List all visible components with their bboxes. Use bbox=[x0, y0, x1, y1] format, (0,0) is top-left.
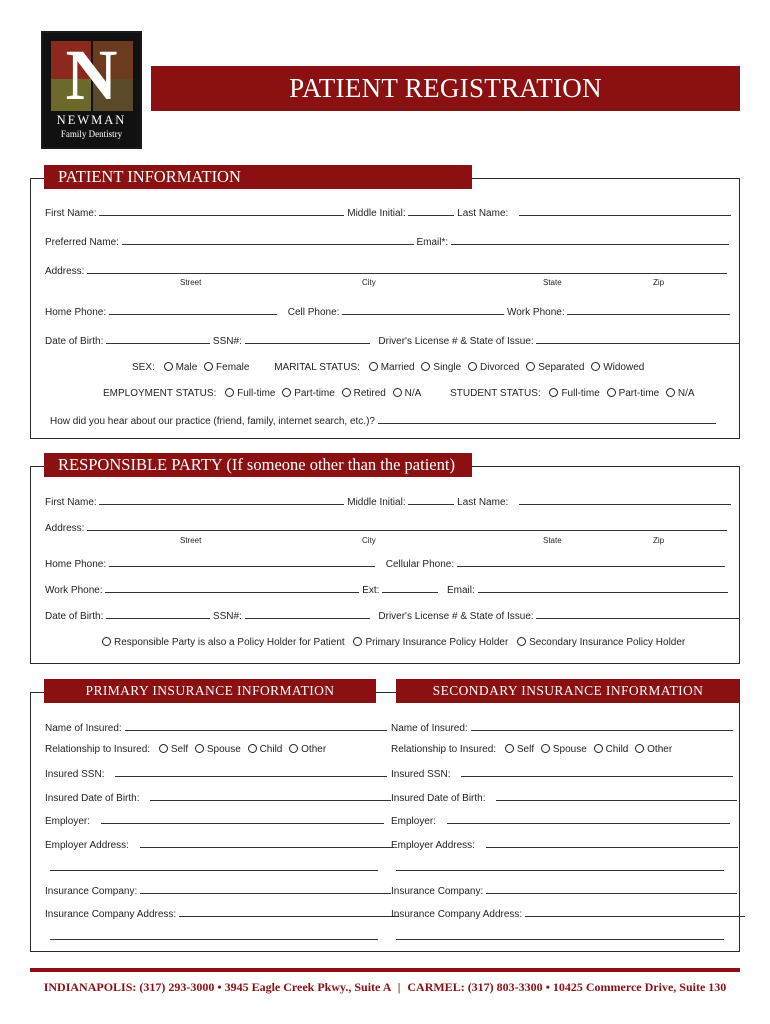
sec-employer-row: Employer: bbox=[391, 813, 730, 829]
rp-secondary-holder-option[interactable]: Secondary Insurance Policy Holder bbox=[517, 637, 685, 648]
sec-company-field[interactable] bbox=[486, 883, 737, 894]
rp-middle-initial-label: Middle Initial: bbox=[347, 497, 406, 508]
pri-company-address-row: Insurance Company Address: bbox=[45, 906, 399, 922]
radio-icon bbox=[102, 637, 111, 646]
drivers-license-field[interactable] bbox=[536, 333, 740, 344]
sec-company-address-line2 bbox=[396, 929, 724, 945]
rp-state-caption: State bbox=[543, 536, 562, 545]
rp-home-phone-field[interactable] bbox=[109, 556, 375, 567]
pri-employer-field[interactable] bbox=[101, 813, 384, 824]
sec-rel-self-option[interactable]: Self bbox=[505, 744, 534, 755]
pri-relationship-row: Relationship to Insured: Self Spouse Child Other bbox=[45, 744, 327, 755]
drivers-license-label: Driver's License # & State of Issue: bbox=[378, 336, 534, 347]
last-name-label: Last Name: bbox=[457, 208, 509, 219]
pri-employer-address-field[interactable] bbox=[140, 837, 392, 848]
rp-home-phone-label: Home Phone: bbox=[45, 559, 107, 570]
sec-name-field[interactable] bbox=[471, 720, 733, 731]
rp-zip-caption: Zip bbox=[653, 536, 665, 545]
ssn-label: SSN#: bbox=[212, 336, 242, 347]
preferred-name-field[interactable] bbox=[122, 234, 414, 245]
rp-drivers-license-field[interactable] bbox=[536, 608, 740, 619]
cell-phone-label: Cell Phone: bbox=[287, 307, 340, 318]
sec-employer-field[interactable] bbox=[447, 813, 730, 824]
sec-company-row: Insurance Company: bbox=[391, 883, 737, 899]
radio-icon bbox=[421, 362, 430, 371]
home-phone-field[interactable] bbox=[109, 304, 277, 315]
zip-caption: Zip bbox=[653, 278, 665, 287]
email-field[interactable] bbox=[451, 234, 729, 245]
radio-icon bbox=[204, 362, 213, 371]
radio-icon bbox=[353, 637, 362, 646]
rp-street-caption: Street bbox=[180, 536, 202, 545]
preferred-name-label: Preferred Name: bbox=[45, 237, 119, 248]
address-label: Address: bbox=[45, 266, 85, 277]
rp-last-name-field[interactable] bbox=[519, 494, 731, 505]
pri-ssn-field[interactable] bbox=[115, 766, 387, 777]
pri-company-address-line2 bbox=[50, 929, 378, 945]
sex-female-option[interactable]: Female bbox=[204, 362, 249, 373]
separator-icon: | bbox=[397, 980, 401, 994]
radio-icon bbox=[248, 744, 257, 753]
rp-middle-initial-field[interactable] bbox=[408, 494, 454, 505]
sec-ssn-row: Insured SSN: bbox=[391, 766, 733, 782]
rp-dob-field[interactable] bbox=[106, 608, 210, 619]
sec-dob-row: Insured Date of Birth: bbox=[391, 790, 737, 806]
sec-rel-child-option[interactable]: Child bbox=[594, 744, 629, 755]
page-title: PATIENT REGISTRATION bbox=[151, 66, 740, 111]
marital-married-option[interactable]: Married bbox=[369, 362, 415, 373]
sec-company-address-field-2[interactable] bbox=[396, 929, 724, 940]
pri-dob-row: Insured Date of Birth: bbox=[45, 790, 391, 806]
sec-relationship-row: Relationship to Insured: Self Spouse Child Other bbox=[391, 744, 673, 755]
student-na-option[interactable]: N/A bbox=[666, 388, 695, 399]
sec-company-address-field[interactable] bbox=[525, 906, 745, 917]
pri-company-row: Insurance Company: bbox=[45, 883, 391, 899]
rp-primary-holder-option[interactable]: Primary Insurance Policy Holder bbox=[353, 637, 508, 648]
patient-name-row bbox=[45, 205, 731, 221]
sec-name-row: Name of Insured: bbox=[391, 720, 733, 736]
pri-company-address-field-2[interactable] bbox=[50, 929, 378, 940]
marital-divorced-option[interactable]: Divorced bbox=[468, 362, 519, 373]
rp-cellular-phone-label: Cellular Phone: bbox=[385, 559, 455, 570]
rp-work-phone-label: Work Phone: bbox=[45, 585, 103, 596]
dob-ssn-row bbox=[45, 333, 740, 349]
pri-ssn-row: Insured SSN: bbox=[45, 766, 387, 782]
first-name-field[interactable] bbox=[99, 205, 344, 216]
radio-icon bbox=[159, 744, 168, 753]
sec-employer-address-row: Employer Address: bbox=[391, 837, 738, 853]
radio-icon bbox=[195, 744, 204, 753]
pri-dob-field[interactable] bbox=[150, 790, 391, 801]
radio-icon bbox=[594, 744, 603, 753]
rp-work-phone-field[interactable] bbox=[105, 582, 359, 593]
ssn-field[interactable] bbox=[245, 333, 370, 344]
radio-icon bbox=[225, 388, 234, 397]
radio-icon bbox=[282, 388, 291, 397]
rp-policy-holder-option[interactable]: Responsible Party is also a Policy Holder for Patient bbox=[102, 637, 345, 648]
rp-city-caption: City bbox=[362, 536, 376, 545]
preferred-email-row bbox=[45, 234, 729, 250]
rp-last-name-label: Last Name: bbox=[457, 497, 509, 508]
city-caption: City bbox=[362, 278, 376, 287]
radio-icon bbox=[517, 637, 526, 646]
pri-company-address-field[interactable] bbox=[179, 906, 399, 917]
sec-rel-other-option[interactable]: Other bbox=[635, 744, 672, 755]
footer-indianapolis: INDIANAPOLIS: (317) 293-3000 bbox=[43, 980, 215, 994]
employment-na-option[interactable]: N/A bbox=[393, 388, 422, 399]
radio-icon bbox=[164, 362, 173, 371]
radio-icon bbox=[591, 362, 600, 371]
logo-n-mark: N bbox=[65, 35, 118, 115]
rp-ext-label: Ext: bbox=[362, 585, 380, 596]
sec-company-address-row: Insurance Company Address: bbox=[391, 906, 745, 922]
referral-row bbox=[50, 413, 716, 429]
rp-ssn-label: SSN#: bbox=[212, 611, 242, 622]
sex-marital-row bbox=[132, 361, 648, 375]
sec-employer-address-field[interactable] bbox=[486, 837, 738, 848]
middle-initial-label: Middle Initial: bbox=[347, 208, 406, 219]
footer-carmel-address: 10425 Commerce Drive, Suite 130 bbox=[552, 980, 727, 994]
marital-label: MARITAL STATUS: bbox=[274, 362, 360, 373]
bullet-icon: • bbox=[217, 980, 222, 994]
employment-parttime-option[interactable]: Part-time bbox=[282, 388, 335, 399]
footer-indianapolis-address: 3945 Eagle Creek Pkwy., Suite A bbox=[224, 980, 391, 994]
employment-label: EMPLOYMENT STATUS: bbox=[103, 388, 217, 399]
dob-field[interactable] bbox=[106, 333, 210, 344]
referral-field[interactable] bbox=[378, 413, 716, 424]
radio-icon bbox=[369, 362, 378, 371]
student-parttime-option[interactable]: Part-time bbox=[607, 388, 660, 399]
rp-cellular-phone-field[interactable] bbox=[457, 556, 725, 567]
phones-row bbox=[45, 304, 730, 320]
marital-separated-option[interactable]: Separated bbox=[526, 362, 584, 373]
pri-rel-child-option[interactable]: Child bbox=[248, 744, 283, 755]
radio-icon bbox=[635, 744, 644, 753]
radio-icon bbox=[549, 388, 558, 397]
sec-employer-address-line2 bbox=[396, 860, 724, 876]
patient-info-heading: PATIENT INFORMATION bbox=[44, 165, 472, 189]
radio-icon bbox=[468, 362, 477, 371]
rp-address-field[interactable] bbox=[87, 520, 727, 531]
pri-employer-address-row: Employer Address: bbox=[45, 837, 392, 853]
street-caption: Street bbox=[180, 278, 202, 287]
logo-brand: NEWMAN bbox=[56, 113, 127, 127]
radio-icon bbox=[393, 388, 402, 397]
pri-employer-row: Employer: bbox=[45, 813, 384, 829]
email-label: Email*: bbox=[416, 237, 449, 248]
pri-rel-spouse-option[interactable]: Spouse bbox=[195, 744, 241, 755]
radio-icon bbox=[526, 362, 535, 371]
radio-icon bbox=[505, 744, 514, 753]
sex-label: SEX: bbox=[132, 362, 155, 373]
sec-rel-spouse-option[interactable]: Spouse bbox=[541, 744, 587, 755]
employment-student-row bbox=[103, 387, 699, 401]
radio-icon bbox=[342, 388, 351, 397]
address-row bbox=[45, 263, 727, 279]
rp-dob-ssn-row bbox=[45, 608, 740, 624]
pri-rel-other-option[interactable]: Other bbox=[289, 744, 326, 755]
employment-retired-option[interactable]: Retired bbox=[342, 388, 386, 399]
rp-work-row bbox=[45, 582, 728, 598]
rp-address-row bbox=[45, 520, 727, 536]
radio-icon bbox=[541, 744, 550, 753]
student-fulltime-option[interactable]: Full-time bbox=[549, 388, 599, 399]
rp-phone-row bbox=[45, 556, 725, 572]
employment-fulltime-option[interactable]: Full-time bbox=[225, 388, 275, 399]
sec-ssn-field[interactable] bbox=[461, 766, 733, 777]
footer-divider bbox=[30, 968, 740, 972]
sex-male-option[interactable]: Male bbox=[164, 362, 198, 373]
middle-initial-field[interactable] bbox=[408, 205, 454, 216]
rp-drivers-license-label: Driver's License # & State of Issue: bbox=[378, 611, 534, 622]
student-label: STUDENT STATUS: bbox=[450, 388, 541, 399]
bullet-icon: • bbox=[545, 980, 550, 994]
footer-locations bbox=[30, 980, 740, 995]
radio-icon bbox=[607, 388, 616, 397]
marital-widowed-option[interactable]: Widowed bbox=[591, 362, 644, 373]
logo-tagline: Family Dentistry bbox=[60, 129, 123, 139]
radio-icon bbox=[666, 388, 675, 397]
responsible-party-heading: RESPONSIBLE PARTY (If someone other than the patient) bbox=[44, 453, 472, 477]
state-caption: State bbox=[543, 278, 562, 287]
rp-email-label: Email: bbox=[446, 585, 475, 596]
rp-ssn-field[interactable] bbox=[245, 608, 370, 619]
rp-first-name-label: First Name: bbox=[45, 497, 97, 508]
marital-single-option[interactable]: Single bbox=[421, 362, 461, 373]
pri-name-row: Name of Insured: bbox=[45, 720, 387, 736]
primary-insurance-heading: PRIMARY INSURANCE INFORMATION bbox=[44, 679, 376, 703]
work-phone-field[interactable] bbox=[567, 304, 730, 315]
last-name-field[interactable] bbox=[519, 205, 731, 216]
sec-employer-address-field-2[interactable] bbox=[396, 860, 724, 871]
rp-ext-field[interactable] bbox=[382, 582, 438, 593]
rp-policy-row bbox=[102, 636, 689, 650]
dob-label: Date of Birth: bbox=[45, 336, 104, 347]
pri-name-field[interactable] bbox=[125, 720, 387, 731]
rp-first-name-field[interactable] bbox=[99, 494, 344, 505]
pri-rel-self-option[interactable]: Self bbox=[159, 744, 188, 755]
radio-icon bbox=[289, 744, 298, 753]
home-phone-label: Home Phone: bbox=[45, 307, 107, 318]
rp-name-row bbox=[45, 494, 731, 510]
pri-employer-address-line2 bbox=[50, 860, 378, 876]
secondary-insurance-heading: SECONDARY INSURANCE INFORMATION bbox=[396, 679, 740, 703]
rp-email-field[interactable] bbox=[478, 582, 728, 593]
sec-dob-field[interactable] bbox=[496, 790, 737, 801]
cell-phone-field[interactable] bbox=[342, 304, 504, 315]
pri-company-field[interactable] bbox=[140, 883, 391, 894]
footer-carmel: CARMEL: (317) 803-3300 bbox=[407, 980, 543, 994]
practice-logo bbox=[41, 31, 142, 149]
rp-address-label: Address: bbox=[45, 523, 85, 534]
address-field[interactable] bbox=[87, 263, 727, 274]
pri-employer-address-field-2[interactable] bbox=[50, 860, 378, 871]
referral-label: How did you hear about our practice (friend, family, internet search, etc.)? bbox=[50, 416, 375, 427]
first-name-label: First Name: bbox=[45, 208, 97, 219]
rp-dob-label: Date of Birth: bbox=[45, 611, 104, 622]
work-phone-label: Work Phone: bbox=[506, 307, 565, 318]
